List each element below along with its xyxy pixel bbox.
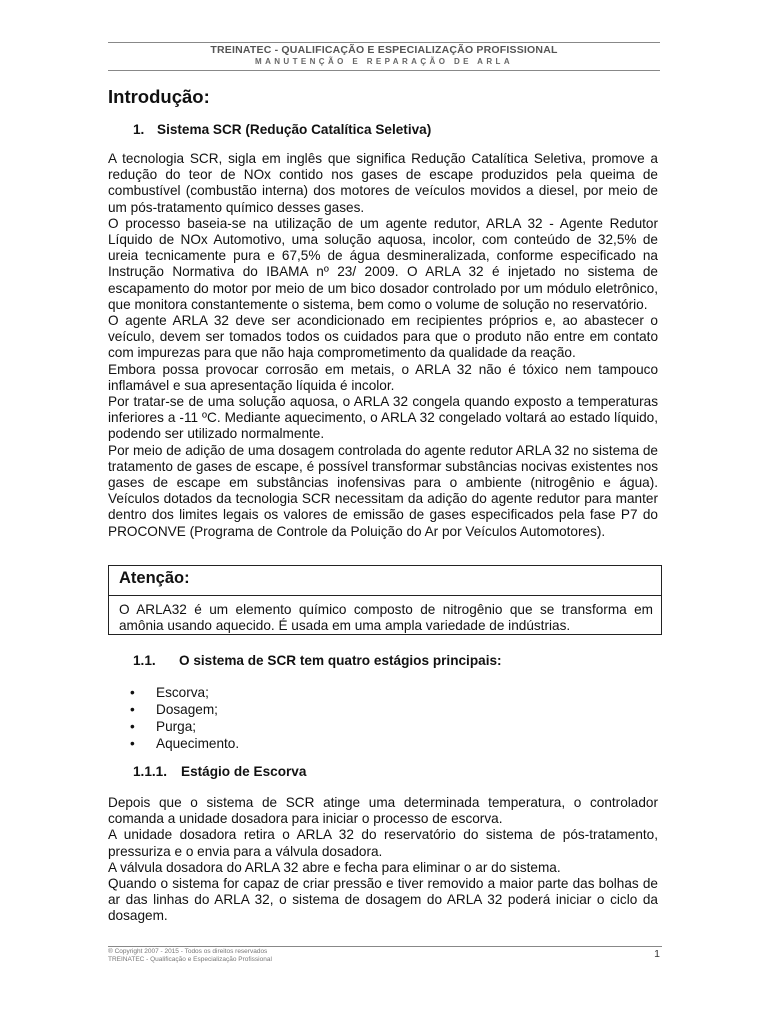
page-number: 1 xyxy=(654,948,660,960)
bullet-icon: • xyxy=(130,702,135,717)
header-subtitle: MANUTENÇÃO E REPARAÇÃO DE ARLA xyxy=(255,57,513,66)
attention-text: O ARLA32 é um elemento químico composto de nitrogênio que se transforma em amônia usando aquecido. É usada em uma ampla variedade de indústrias. xyxy=(119,602,653,634)
paragraph: O processo baseia-se na utilização de um agente redutor, ARLA 32 - Agente Redutor Líquido de NOx Automotivo, uma solução aquosa, incolor, com conteúdo de 32,5% de ureia tecnicamente pura e 67,5% de água desmineralizada, conforme especificado na Instrução Normativa do IBAMA nº 23/ 2009. O ARLA 32 é injetado no sistema de escapamento do motor por meio de um bico dosador controlado por um módulo eletrônico, que monitora constantemente o sistema, bem como o volume de solução no reservatório. xyxy=(108,215,658,312)
paragraph: A unidade dosadora retira o ARLA 32 do reservatório do sistema de pós-tratamento, pressuriza e o envia para a válvula dosadora. xyxy=(108,827,658,859)
intro-heading: Introdução: xyxy=(108,86,210,107)
section-1-number: 1. xyxy=(133,122,145,137)
section-1-1-title: O sistema de SCR tem quatro estágios principais: xyxy=(179,653,502,668)
section-1-1-1-number: 1.1.1. xyxy=(133,764,168,779)
paragraph: Por meio de adição de uma dosagem controlada do agente redutor ARLA 32 no sistema de tratamento de gases de escape, é possível transformar substâncias nocivas existentes nos gases de escape em substâncias inofensivas para o ambiente (nitrogênio e água). Veículos dotados da tecnologia SCR necessitam da adição do agente redutor para manter dentro dos limites legais os valores de emissão de gases especificados pela fase P7 do PROCONVE (Programa de Controle da Poluição do Ar por Veículos Automotores). xyxy=(108,442,658,539)
header-title: TREINATEC - QUALIFICAÇÃO E ESPECIALIZAÇÃO PROFISSIONAL xyxy=(210,44,558,56)
bullet-icon: • xyxy=(130,685,135,700)
section-1-title: Sistema SCR (Redução Catalítica Seletiva) xyxy=(157,122,432,137)
attention-divider xyxy=(109,595,661,596)
section-1-1-number: 1.1. xyxy=(133,653,156,668)
header-bottom-rule xyxy=(108,70,660,71)
footer-copyright: ® Copyright 2007 - 2015 - Todos os direitos reservados xyxy=(108,948,268,955)
paragraph: O agente ARLA 32 deve ser acondicionado em recipientes próprios e, ao abastecer o veículo, devem ser tomados todos os cuidados para que o produto não entre em contato com impurezas para que não haja comprometimento da qualidade da reação. xyxy=(108,313,658,361)
paragraph: Embora possa provocar corrosão em metais, o ARLA 32 não é tóxico nem tampouco inflamável e sua apresentação líquida é incolor. xyxy=(108,361,658,393)
section-1-1-heading xyxy=(133,653,502,668)
list-item: • Aquecimento. xyxy=(130,736,240,751)
bullet-icon: • xyxy=(130,736,135,751)
list-item: • Escorva; xyxy=(130,685,209,700)
paragraph: A válvula dosadora do ARLA 32 abre e fecha para eliminar o ar do sistema. xyxy=(108,859,561,875)
paragraph: Depois que o sistema de SCR atinge uma determinada temperatura, o controlador comanda a unidade dosadora para iniciar o processo de escorva. xyxy=(108,795,658,827)
stages-list xyxy=(130,684,239,752)
section-1-1-1-heading xyxy=(133,764,306,779)
attention-box xyxy=(108,565,662,635)
attention-title: Atenção: xyxy=(119,569,190,587)
paragraph: Quando o sistema for capaz de criar pressão e tiver removido a maior parte das bolhas de ar das linhas do ARLA 32, o sistema de dosagem do ARLA 32 poderá iniciar o ciclo da dosagem. xyxy=(108,876,658,924)
bullet-icon: • xyxy=(130,719,135,734)
header-top-rule xyxy=(108,42,660,43)
footer-company: TREINATEC - Qualificação e Especialização Profissional xyxy=(108,956,272,963)
paragraph: A tecnologia SCR, sigla em inglês que significa Redução Catalítica Seletiva, promove a redução do teor de NOx contido nos gases de escape produzidos pela queima de combustível (combustão interna) dos motores de veículos movidos a diesel, por meio de um pós-tratamento químico desses gases. xyxy=(108,151,658,215)
section-1-1-1-title: Estágio de Escorva xyxy=(181,764,307,779)
paragraph: Por tratar-se de uma solução aquosa, o ARLA 32 congela quando exposto a temperaturas inferiores a -11 ºC. Mediante aquecimento, o ARLA 32 congelado voltará ao estado líquido, podendo ser utilizado normalmente. xyxy=(108,394,658,442)
list-item: • Dosagem; xyxy=(130,702,218,717)
intro-body xyxy=(108,151,658,540)
list-item: • Purga; xyxy=(130,719,197,734)
footer-rule xyxy=(108,946,662,947)
escorva-body xyxy=(108,795,658,925)
section-1-heading xyxy=(133,122,431,137)
